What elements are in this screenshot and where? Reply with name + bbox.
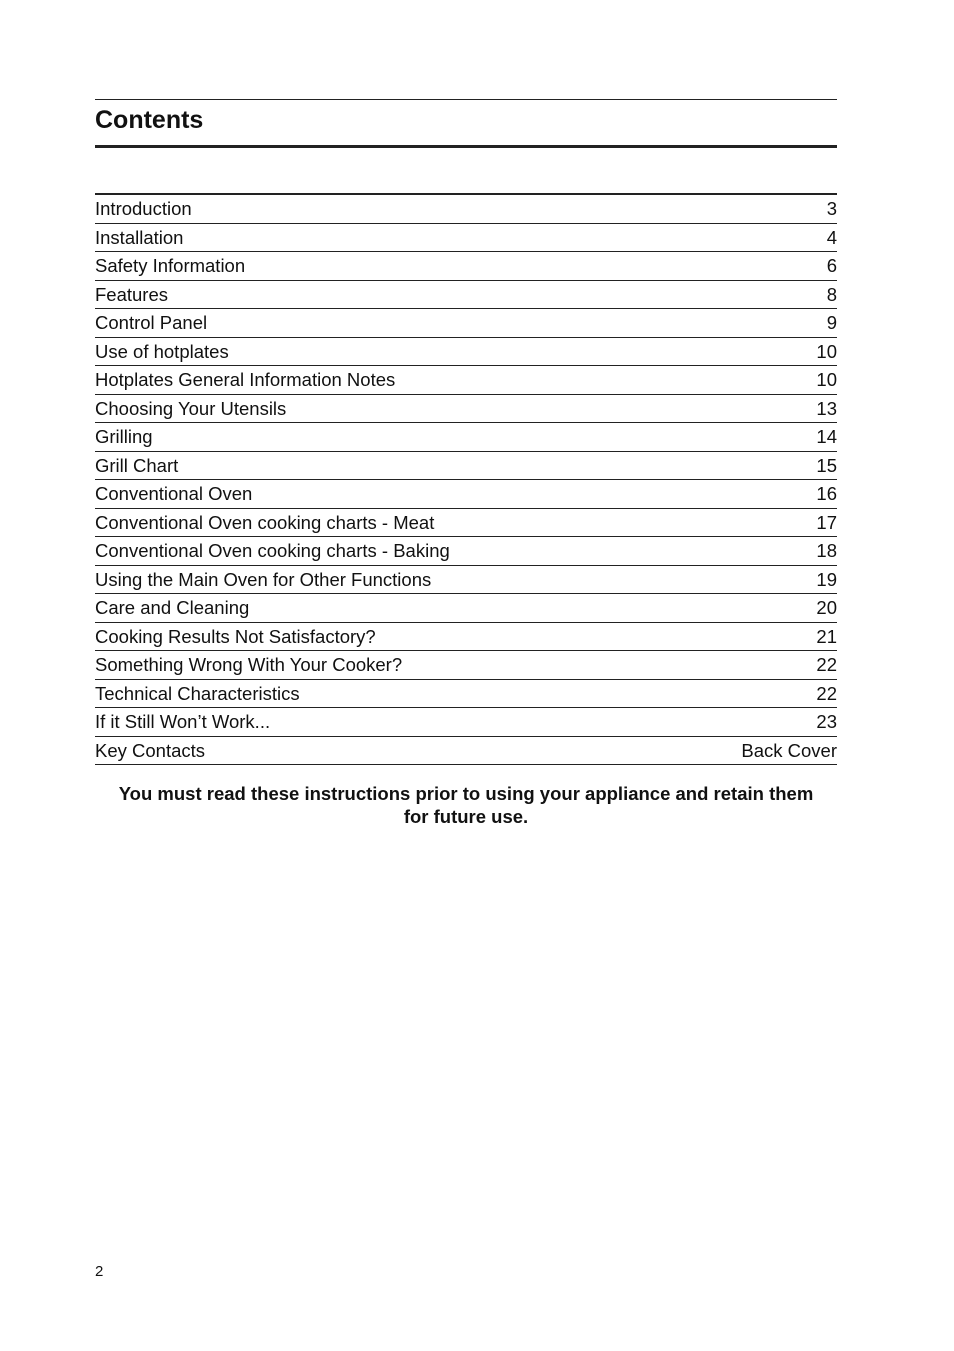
toc-row-if-it-still-wont-work[interactable] [95,708,837,737]
toc-row-something-wrong[interactable] [95,651,837,680]
read-instructions-notice: You must read these instructions prior to using your appliance and retain them for future use. [118,783,814,827]
toc-page: 16 [816,483,837,505]
toc-page: Back Cover [741,739,837,761]
toc-row-hotplates-general-information[interactable] [95,366,837,395]
toc-row-control-panel[interactable] [95,309,837,338]
toc-label: Cooking Results Not Satisfactory? [95,625,376,647]
toc-row-introduction[interactable] [95,195,837,224]
toc-label: Key Contacts [95,739,206,761]
toc-page: 10 [816,369,837,391]
toc-page: 8 [826,283,837,305]
toc-row-technical-characteristics[interactable] [95,680,837,709]
toc-page: 15 [816,454,837,476]
toc-label: Something Wrong With Your Cooker? [95,654,403,676]
toc-row-key-contacts[interactable] [95,737,837,766]
toc-label: Conventional Oven cooking charts - Meat [95,511,435,533]
toc-page: 13 [816,397,837,419]
toc-label: Introduction [95,198,192,220]
toc-label: Control Panel [95,312,208,334]
toc-label: Conventional Oven [95,483,253,505]
toc-label: Hotplates General Information Notes [95,369,396,391]
toc-label: Use of hotplates [95,340,229,362]
toc-page: 4 [826,226,837,248]
toc-row-oven-charts-baking[interactable] [95,537,837,566]
toc-label: If it Still Won’t Work... [95,711,271,733]
toc-label: Using the Main Oven for Other Functions [95,568,432,590]
title-row [95,100,837,148]
toc-page: 17 [816,511,837,533]
toc-page: 20 [816,597,837,619]
toc-page: 6 [826,255,837,277]
toc-label: Features [95,283,169,305]
toc-label: Installation [95,226,184,248]
toc-page: 23 [816,711,837,733]
toc-label: Choosing Your Utensils [95,397,287,419]
toc-row-grill-chart[interactable] [95,452,837,481]
toc-row-grilling[interactable] [95,423,837,452]
toc-label: Conventional Oven cooking charts - Baking [95,540,450,562]
page-number: 2 [95,1263,104,1280]
toc-row-main-oven-other-functions[interactable] [95,566,837,595]
toc-label: Grill Chart [95,454,179,476]
toc-row-conventional-oven[interactable] [95,480,837,509]
toc-row-features[interactable] [95,281,837,310]
toc-page: 21 [816,625,837,647]
toc-label: Care and Cleaning [95,597,250,619]
page-content [95,99,837,828]
toc-label: Technical Characteristics [95,682,300,704]
toc-row-care-and-cleaning[interactable] [95,594,837,623]
toc-row-oven-charts-meat[interactable] [95,509,837,538]
toc-page: 10 [816,340,837,362]
toc-label: Safety Information [95,255,246,277]
toc-page: 9 [826,312,837,334]
toc-page: 14 [816,426,837,448]
page-title: Contents [95,106,204,134]
toc-row-cooking-results[interactable] [95,623,837,652]
toc-label: Grilling [95,426,153,448]
toc-page: 19 [816,568,837,590]
toc-page: 3 [826,198,837,220]
toc-row-choosing-your-utensils[interactable] [95,395,837,424]
toc-row-safety-information[interactable] [95,252,837,281]
toc-row-use-of-hotplates[interactable] [95,338,837,367]
toc-page: 18 [816,540,837,562]
toc-page: 22 [816,654,837,676]
toc-page: 22 [816,682,837,704]
toc-row-installation[interactable] [95,224,837,253]
table-of-contents [95,193,837,765]
